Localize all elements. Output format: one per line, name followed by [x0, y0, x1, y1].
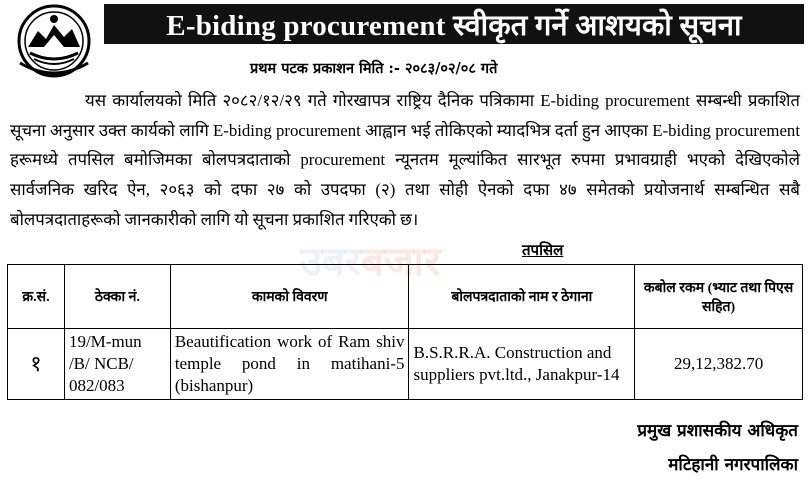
watermark-part-2: बजार — [361, 239, 441, 285]
notice-title: E-biding procurement स्वीकृत गर्ने आशयको सूचना — [166, 9, 742, 42]
cell-work-description: Beautification work of Ram shiv temple pond in matihani-5 (bishanpur) — [170, 329, 409, 400]
nepal-government-emblem-icon — [8, 3, 100, 79]
signature-office: मटिहानी नगरपालिका — [668, 455, 798, 475]
header-sn: क्र.सं. — [8, 265, 65, 329]
notice-body-text: यस कार्यालयको मिति २०८२/१२/२९ गते गोरखापत्र राष्ट्रिय दैनिक पत्रिकामा E-biding procurement सम्बन्धी प्रकाशित सूचना अनुसार उक्त कार्यको लागि E-biding procurement आह्वान भई तोकिएको म्यादभित्र दर्ता हुन आएका E-biding procurement हरूमध्ये तपसिल बमोजिमका बोलपत्रदाताको procurement न्यूनतम मूल्यांकित सारभूत रुपमा प्रभावग्राही भएको देखिएकोले सार्वजनिक खरिद ऐन, २०६३ को दफा २७ को उपदफा (२) तथा सोही ऐनको दफा ४७ समेतको प्रयोजनार्थ सम्बन्धित सबै बोलपत्रदाताहरूको जानकारीको लागि यो सूचना प्रकाशित गरिएको छ। — [10, 91, 800, 229]
notice-body — [10, 86, 800, 235]
cell-bidder-name-address: B.S.R.R.A. Construction and suppliers pvt.ltd., Janakpur-14 — [409, 329, 635, 400]
notice-title-bar — [104, 4, 804, 44]
header-contract-no: ठेक्का नं. — [64, 265, 170, 329]
notice-header — [0, 0, 808, 58]
cell-contract-no: 19/M-mun /B/ NCB/ 082/083 — [64, 329, 170, 400]
header-bidder-name-address: बोलपत्रदाताको नाम र ठेगाना — [409, 265, 635, 329]
watermark-part-1: उबर — [300, 239, 362, 285]
procurement-table — [7, 264, 803, 400]
table-header-row — [8, 265, 803, 329]
publication-date-line: प्रथम पटक प्रकाशन मिति :- २०८३/०२/०८ गते — [250, 60, 498, 77]
cell-sn: १ — [8, 329, 65, 400]
cell-bid-amount: 29,12,382.70 — [635, 329, 803, 400]
tapsil-heading: तपसिल — [522, 241, 564, 259]
header-work-description: कामको विवरण — [170, 265, 409, 329]
header-bid-amount: कबोल रकम (भ्याट तथा पिएस सहित) — [635, 265, 803, 329]
table-row — [8, 329, 803, 400]
signature-designation: प्रमुख प्रशासकीय अधिकृत — [637, 421, 798, 441]
